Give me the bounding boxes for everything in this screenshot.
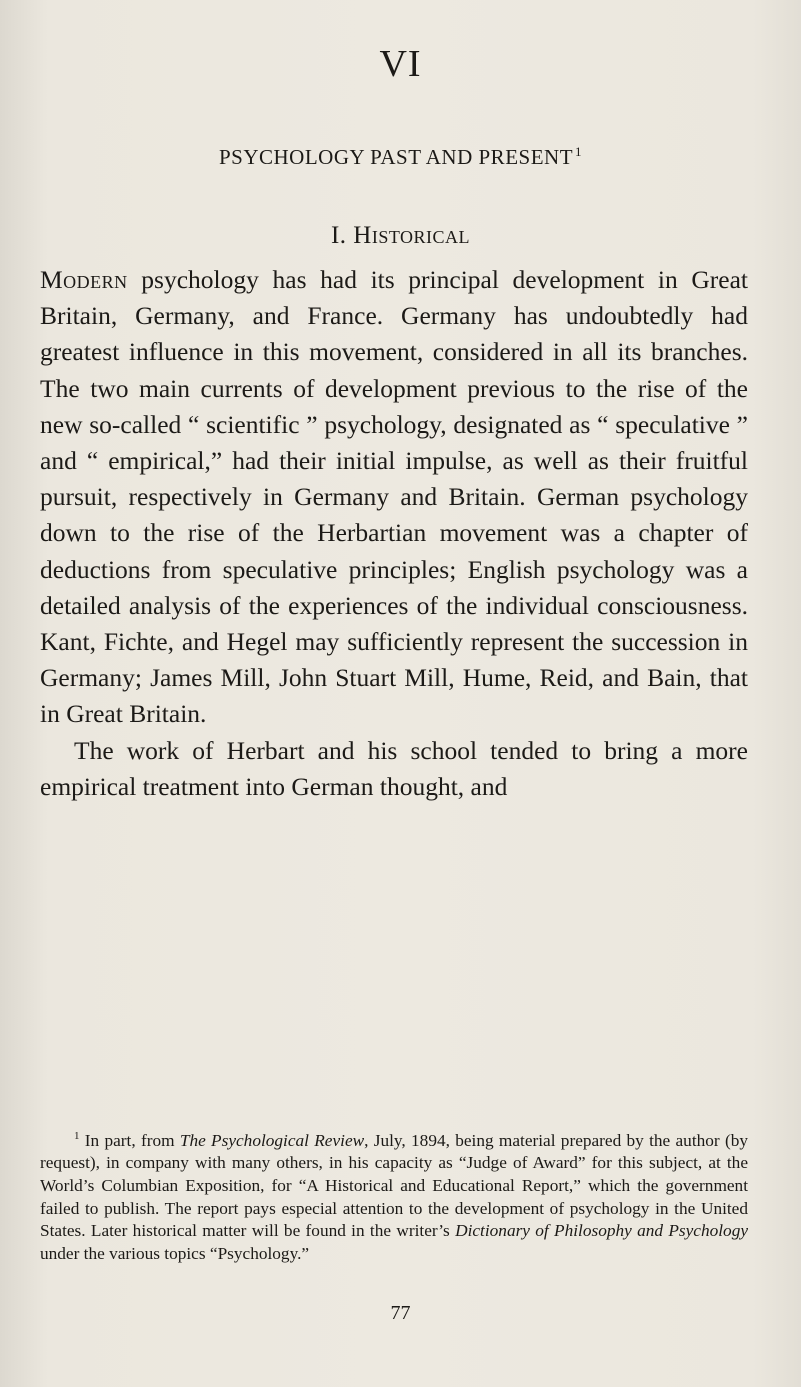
chapter-number: VI xyxy=(379,43,422,85)
section-number: I. xyxy=(330,222,347,249)
footnote-marker: 1 xyxy=(74,1130,80,1142)
footnote-dictionary-title: Dictionary of Philosophy and Psychology xyxy=(455,1221,748,1241)
chapter-title xyxy=(0,144,801,170)
footnote-journal-title: The Psychological Review xyxy=(179,1130,365,1150)
footnote xyxy=(40,1125,748,1265)
footnote-text-3: under the various topics “Psychology.” xyxy=(40,1243,310,1263)
body-text xyxy=(40,262,748,805)
section-heading-text: Historical xyxy=(353,222,471,249)
page-number: 77 xyxy=(390,1302,411,1324)
paragraph-lead-word: Modern xyxy=(40,265,128,294)
section-heading xyxy=(0,222,801,250)
chapter-title-text: PSYCHOLOGY PAST AND PRESENT xyxy=(218,145,574,169)
paragraph-2: The work of Herbart and his school tended to bring a more empirical treatment into German thought, and xyxy=(40,735,748,801)
footnote-reference: 1 xyxy=(575,144,583,159)
paragraph-1 xyxy=(40,262,748,733)
paragraph-1-text: psychology has had its principal development in Great Britain, Germany, and France. Germany has undoubtedly had greatest influence in this movement, considered in all its branches. The two main currents of development previous to the rise of the new so-called “ scientific ” psychology, designated as “ speculative ” and “ empirical,” had their initial impulse, as well as their fruitful pursuit, respectively in Germany and Britain. German psychology down to the rise of the Herbartian movement was a chapter of deductions from speculative principles; English psychology was a detailed analysis of the experiences of the individual consciousness. Kant, Fichte, and Hegel may sufficiently represent the succession in Germany; James Mill, John Stuart Mill, Hume, Reid, and Bain, that in Great Britain. xyxy=(40,265,748,729)
footnote-text-1: In part, from xyxy=(79,1130,180,1150)
footnote-text-2: , July, 1894, being material prepared by the author (by request), in company with many others, in his capacity as “Judge of Award” for this subject, at the World’s Columbian Exposition, for “A Historical and Educational Report,” which the government failed to publish. The report pays especial attention to the development of psychology in the United States. Later historical matter will be found in the writer’s xyxy=(40,1130,748,1241)
